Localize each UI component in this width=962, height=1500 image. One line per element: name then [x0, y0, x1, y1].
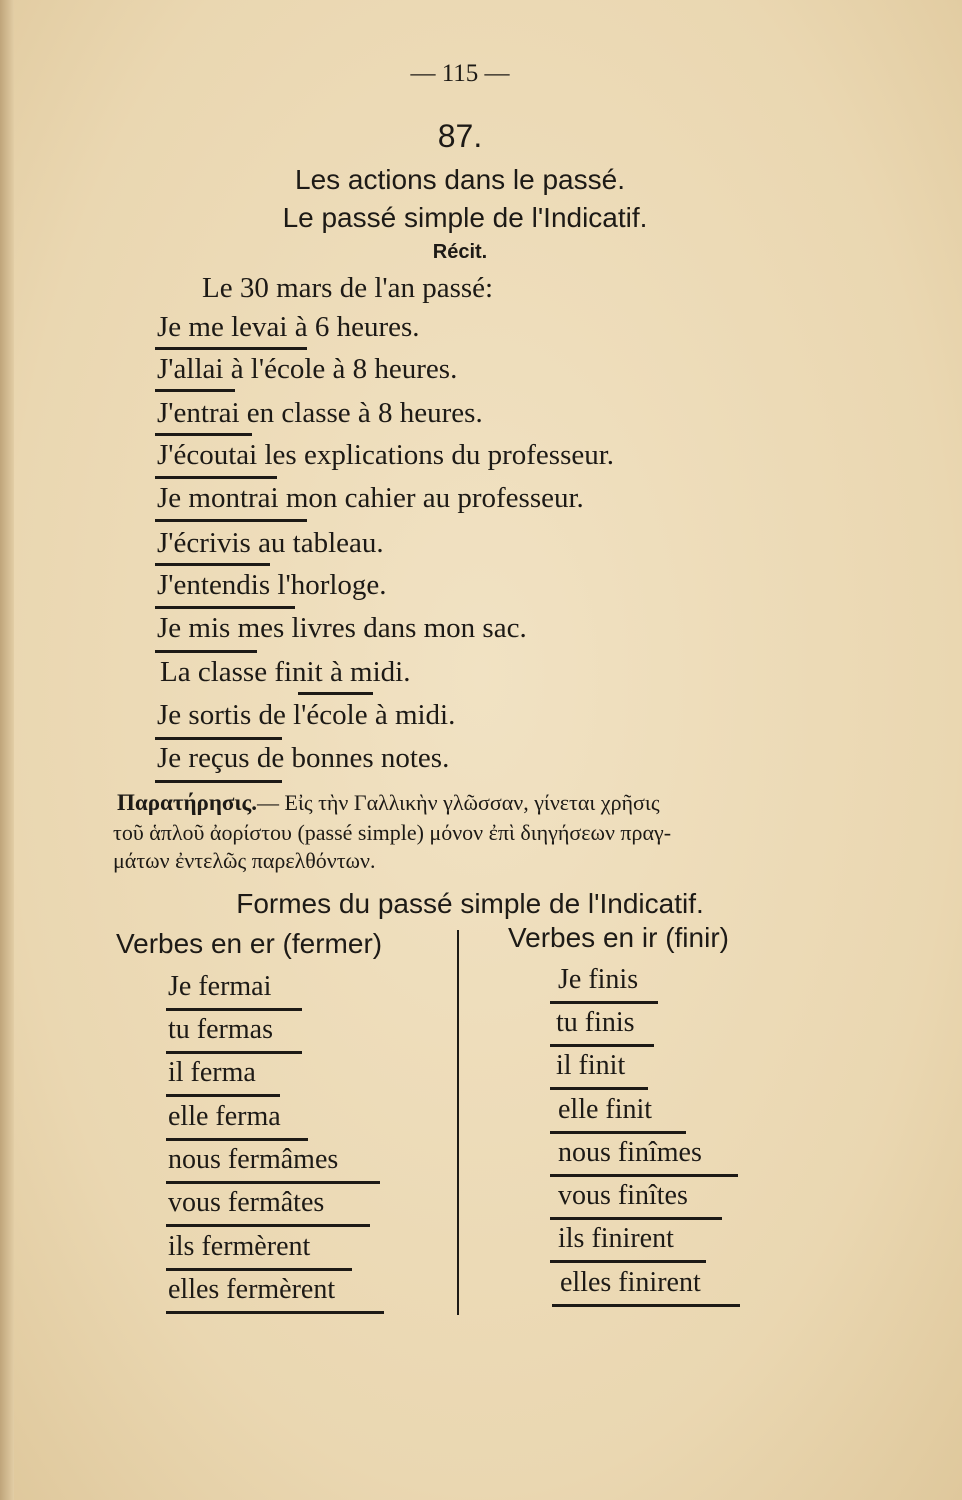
underline: [166, 1268, 352, 1271]
underline: [155, 650, 257, 653]
note-line: τοῦ ἁπλοῦ ἀορίστου (passé simple) μόνον ἐπὶ διηγήσεων πραγ-: [113, 820, 672, 845]
underline: [155, 519, 307, 522]
story-line: [157, 612, 527, 645]
underline: [166, 1094, 280, 1097]
underline: [155, 389, 235, 392]
conjugation-er: ils fermèrent: [168, 1231, 311, 1262]
conjugation-er: Je fermai: [168, 971, 272, 1002]
story-pre: La classe: [160, 656, 275, 688]
underline: [550, 1087, 648, 1090]
story-verb: J'écoutai: [157, 439, 258, 471]
conjugation-ir: Je finis: [558, 964, 639, 995]
conjugation-ir: tu finis: [556, 1007, 635, 1038]
page-number: — 115 —: [410, 60, 510, 87]
lesson-title: Les actions dans le passé.: [295, 164, 625, 195]
story-line: [157, 397, 483, 430]
story-verb: J'allai: [157, 353, 224, 385]
story-verb: J'écrivis: [157, 527, 251, 559]
story-line: [157, 699, 455, 732]
underline: [166, 1008, 302, 1011]
story-rest: l'horloge.: [270, 569, 387, 601]
lesson-subtitle: Le passé simple de l'Indicatif.: [282, 202, 648, 233]
underline: [298, 692, 373, 695]
conjugation-er: elles fermèrent: [168, 1274, 336, 1305]
story-verb: J'entendis: [157, 569, 271, 601]
underline: [155, 563, 270, 566]
underline: [166, 1138, 308, 1141]
story-rest: au tableau.: [250, 527, 384, 559]
underline: [552, 1304, 740, 1307]
story-verb: Je sortis: [157, 699, 252, 731]
story-line: [157, 742, 449, 775]
underline: [166, 1051, 302, 1054]
note-line: [117, 790, 660, 816]
underline: [550, 1217, 722, 1220]
story-rest: de bonnes notes.: [249, 742, 450, 774]
conjugation-ir: elles finirent: [560, 1267, 701, 1298]
conjugation-er: elle ferma: [168, 1101, 281, 1132]
conjugation-ir: nous finîmes: [558, 1137, 702, 1168]
story-intro: Le 30 mars de l'an passé:: [202, 272, 494, 304]
story-verb: Je montrai: [157, 482, 279, 514]
underline: [155, 347, 307, 350]
story-verb: Je mis: [157, 612, 231, 644]
underline: [155, 476, 277, 479]
conjugation-er: il ferma: [168, 1057, 256, 1088]
lesson-number: 87.: [437, 118, 483, 154]
story-rest: mon cahier au professeur.: [278, 482, 584, 514]
underline: [550, 1001, 658, 1004]
column-heading-ir: Verbes en ir (finir): [508, 922, 729, 953]
underline: [166, 1224, 370, 1227]
story-rest: de l'école à midi.: [251, 699, 456, 731]
story-line: [157, 482, 584, 515]
section-label-recit: Récit.: [432, 241, 488, 263]
story-line: [157, 439, 614, 472]
underline: [550, 1174, 738, 1177]
story-rest: à midi.: [322, 656, 411, 688]
conjugation-er: nous fermâmes: [168, 1144, 339, 1175]
story-rest: mes livres dans mon sac.: [230, 612, 527, 644]
underline: [155, 606, 295, 609]
underline: [550, 1131, 686, 1134]
story-rest: à l'école à 8 heures.: [223, 353, 458, 385]
conjugation-er: tu fermas: [168, 1014, 273, 1045]
underline: [155, 737, 282, 740]
story-line: [157, 353, 457, 386]
underline: [155, 433, 252, 436]
note-label: Παρατήρησις.: [117, 790, 257, 815]
story-verb: finit: [274, 656, 323, 688]
conjugation-ir: il finit: [556, 1050, 626, 1081]
underline: [550, 1260, 706, 1263]
note-text: — Εἰς τὴν Γαλλικὴν γλῶσσαν, γίνεται χρῆσις: [257, 790, 660, 815]
forms-title: Formes du passé simple de l'Indicatif.: [236, 888, 704, 919]
underline: [166, 1181, 380, 1184]
story-line: [157, 527, 384, 560]
story-verb: Je me levai: [157, 311, 288, 343]
underline: [155, 780, 282, 783]
story-line: [157, 569, 387, 602]
column-divider: [457, 930, 459, 1315]
conjugation-er: vous fermâtes: [168, 1187, 325, 1218]
story-rest: les explications du professeur.: [257, 439, 615, 471]
story-rest: à 6 heures.: [287, 311, 420, 343]
story-line: [157, 311, 420, 344]
story-verb: Je reçus: [157, 742, 250, 774]
conjugation-ir: vous finîtes: [558, 1180, 688, 1211]
story-rest: en classe à 8 heures.: [239, 397, 483, 429]
note-line: μάτων ἐντελῶς παρελθόντων.: [113, 848, 376, 873]
column-heading-er: Verbes en er (fermer): [116, 928, 383, 959]
conjugation-ir: ils finirent: [558, 1223, 674, 1254]
conjugation-ir: elle finit: [558, 1094, 653, 1125]
story-line: [160, 656, 410, 689]
underline: [550, 1044, 654, 1047]
story-verb: J'entrai: [157, 397, 240, 429]
underline: [166, 1311, 384, 1314]
